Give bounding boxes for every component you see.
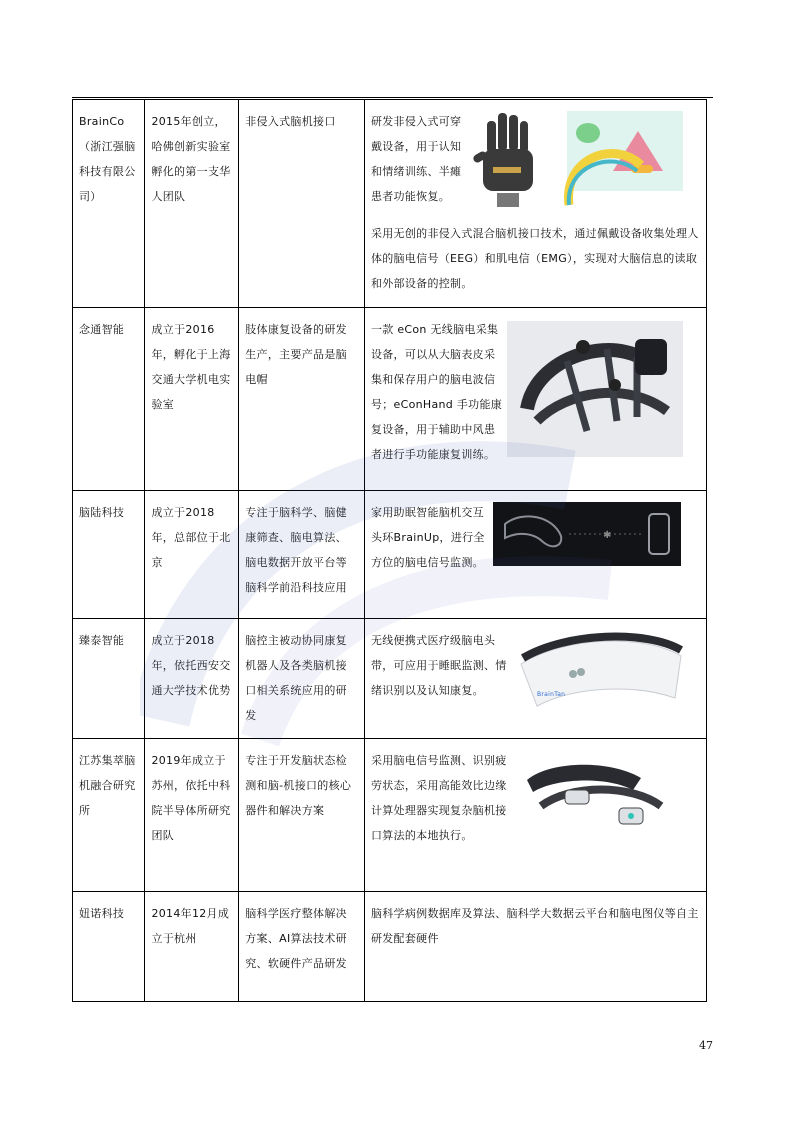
company-description: 脑科学病例数据库及算法、脑科学大数据云平台和脑电图仪等自主研发配套硬件 <box>364 892 706 1002</box>
company-focus: 非侵入式脑机接口 <box>239 100 365 308</box>
company-focus: 脑科学医疗整体解决方案、AI算法技术研究、软硬件产品研发 <box>239 892 365 1002</box>
svg-text:BrainTan: BrainTan <box>536 691 566 698</box>
company-background: 成立于2018年，依托西安交通大学技术优势 <box>145 619 239 739</box>
medical-headband-icon <box>515 628 685 724</box>
company-name: 念通智能 <box>73 308 145 491</box>
company-background: 成立于2018年，总部位于北京 <box>145 491 239 619</box>
headband-app-icon <box>493 502 681 566</box>
header-rule <box>72 97 713 98</box>
company-background: 成立于2016年，孵化于上海交通大学机电实验室 <box>145 308 239 491</box>
company-background: 2015年创立，哈佛创新实验室孵化的第一支华人团队 <box>145 100 239 308</box>
product-image <box>493 502 681 566</box>
product-image <box>511 750 679 846</box>
company-focus: 肢体康复设备的研发生产，主要产品是脑电帽 <box>239 308 365 491</box>
company-description <box>364 739 706 892</box>
company-background: 2019年成立于苏州，依托中科院半导体所研究团队 <box>145 739 239 892</box>
description-text: 无线便携式医疗级脑电头带，可应用于睡眠监测、情绪识别以及认知康复。 <box>370 634 507 697</box>
table-row <box>73 491 707 619</box>
eeg-cap-icon <box>507 321 683 457</box>
company-description <box>364 308 706 491</box>
table-row <box>73 739 707 892</box>
fatigue-headset-icon <box>511 750 679 846</box>
company-description <box>364 619 706 739</box>
company-name: 臻泰智能 <box>73 619 145 739</box>
company-name: 妞诺科技 <box>73 892 145 1002</box>
description-text: 一款 eCon 无线脑电采集设备，可以从大脑表皮采集和保存用户的脑电波信号；eConHand 手功能康复设备，用于辅助中风患者进行手功能康复训练。 <box>370 323 503 461</box>
description-text-full: 采用无创的非侵入式混合脑机接口技术，通过佩戴设备收集处理人体的脑电信号（EEG）和肌电信（EMG），实现对大脑信息的读取和外部设备的控制。 <box>370 227 699 290</box>
description-text: 家用助眠智能脑机交互头环BrainUp，进行全方位的脑电信号监测。 <box>370 506 485 569</box>
company-focus: 脑控主被动协同康复机器人及各类脑机接口相关系统应用的研发 <box>239 619 365 739</box>
description-text: 采用脑电信号监测、识别疲劳状态，采用高能效比边缘计算处理器实现复杂脑机接口算法的本地执行。 <box>370 754 507 842</box>
page-number: 47 <box>699 1039 713 1052</box>
prosthetic-hand-icon <box>473 109 683 217</box>
company-table <box>72 99 707 1002</box>
table-row <box>73 100 707 308</box>
company-name: 脑陆科技 <box>73 491 145 619</box>
table-row <box>73 892 707 1002</box>
product-image <box>515 628 685 724</box>
company-name: 江苏集萃脑机融合研究所 <box>73 739 145 892</box>
company-description <box>364 491 706 619</box>
company-focus: 专注于开发脑状态检测和脑-机接口的核心器件和解决方案 <box>239 739 365 892</box>
product-image <box>507 321 683 457</box>
table-row <box>73 308 707 491</box>
company-background: 2014年12月成立于杭州 <box>145 892 239 1002</box>
table-row <box>73 619 707 739</box>
description-text: 研发非侵入式可穿戴设备，用于认知和情绪训练、半瘫患者功能恢复。 <box>370 115 462 203</box>
svg-text:✱: ✱ <box>602 530 612 541</box>
company-focus: 专注于脑科学、脑健康筛查、脑电算法、脑电数据开放平台等脑科学前沿科技应用 <box>239 491 365 619</box>
company-name: BrainCo（浙江强脑科技有限公司） <box>73 100 145 308</box>
company-description <box>364 100 706 308</box>
product-images <box>473 109 683 217</box>
